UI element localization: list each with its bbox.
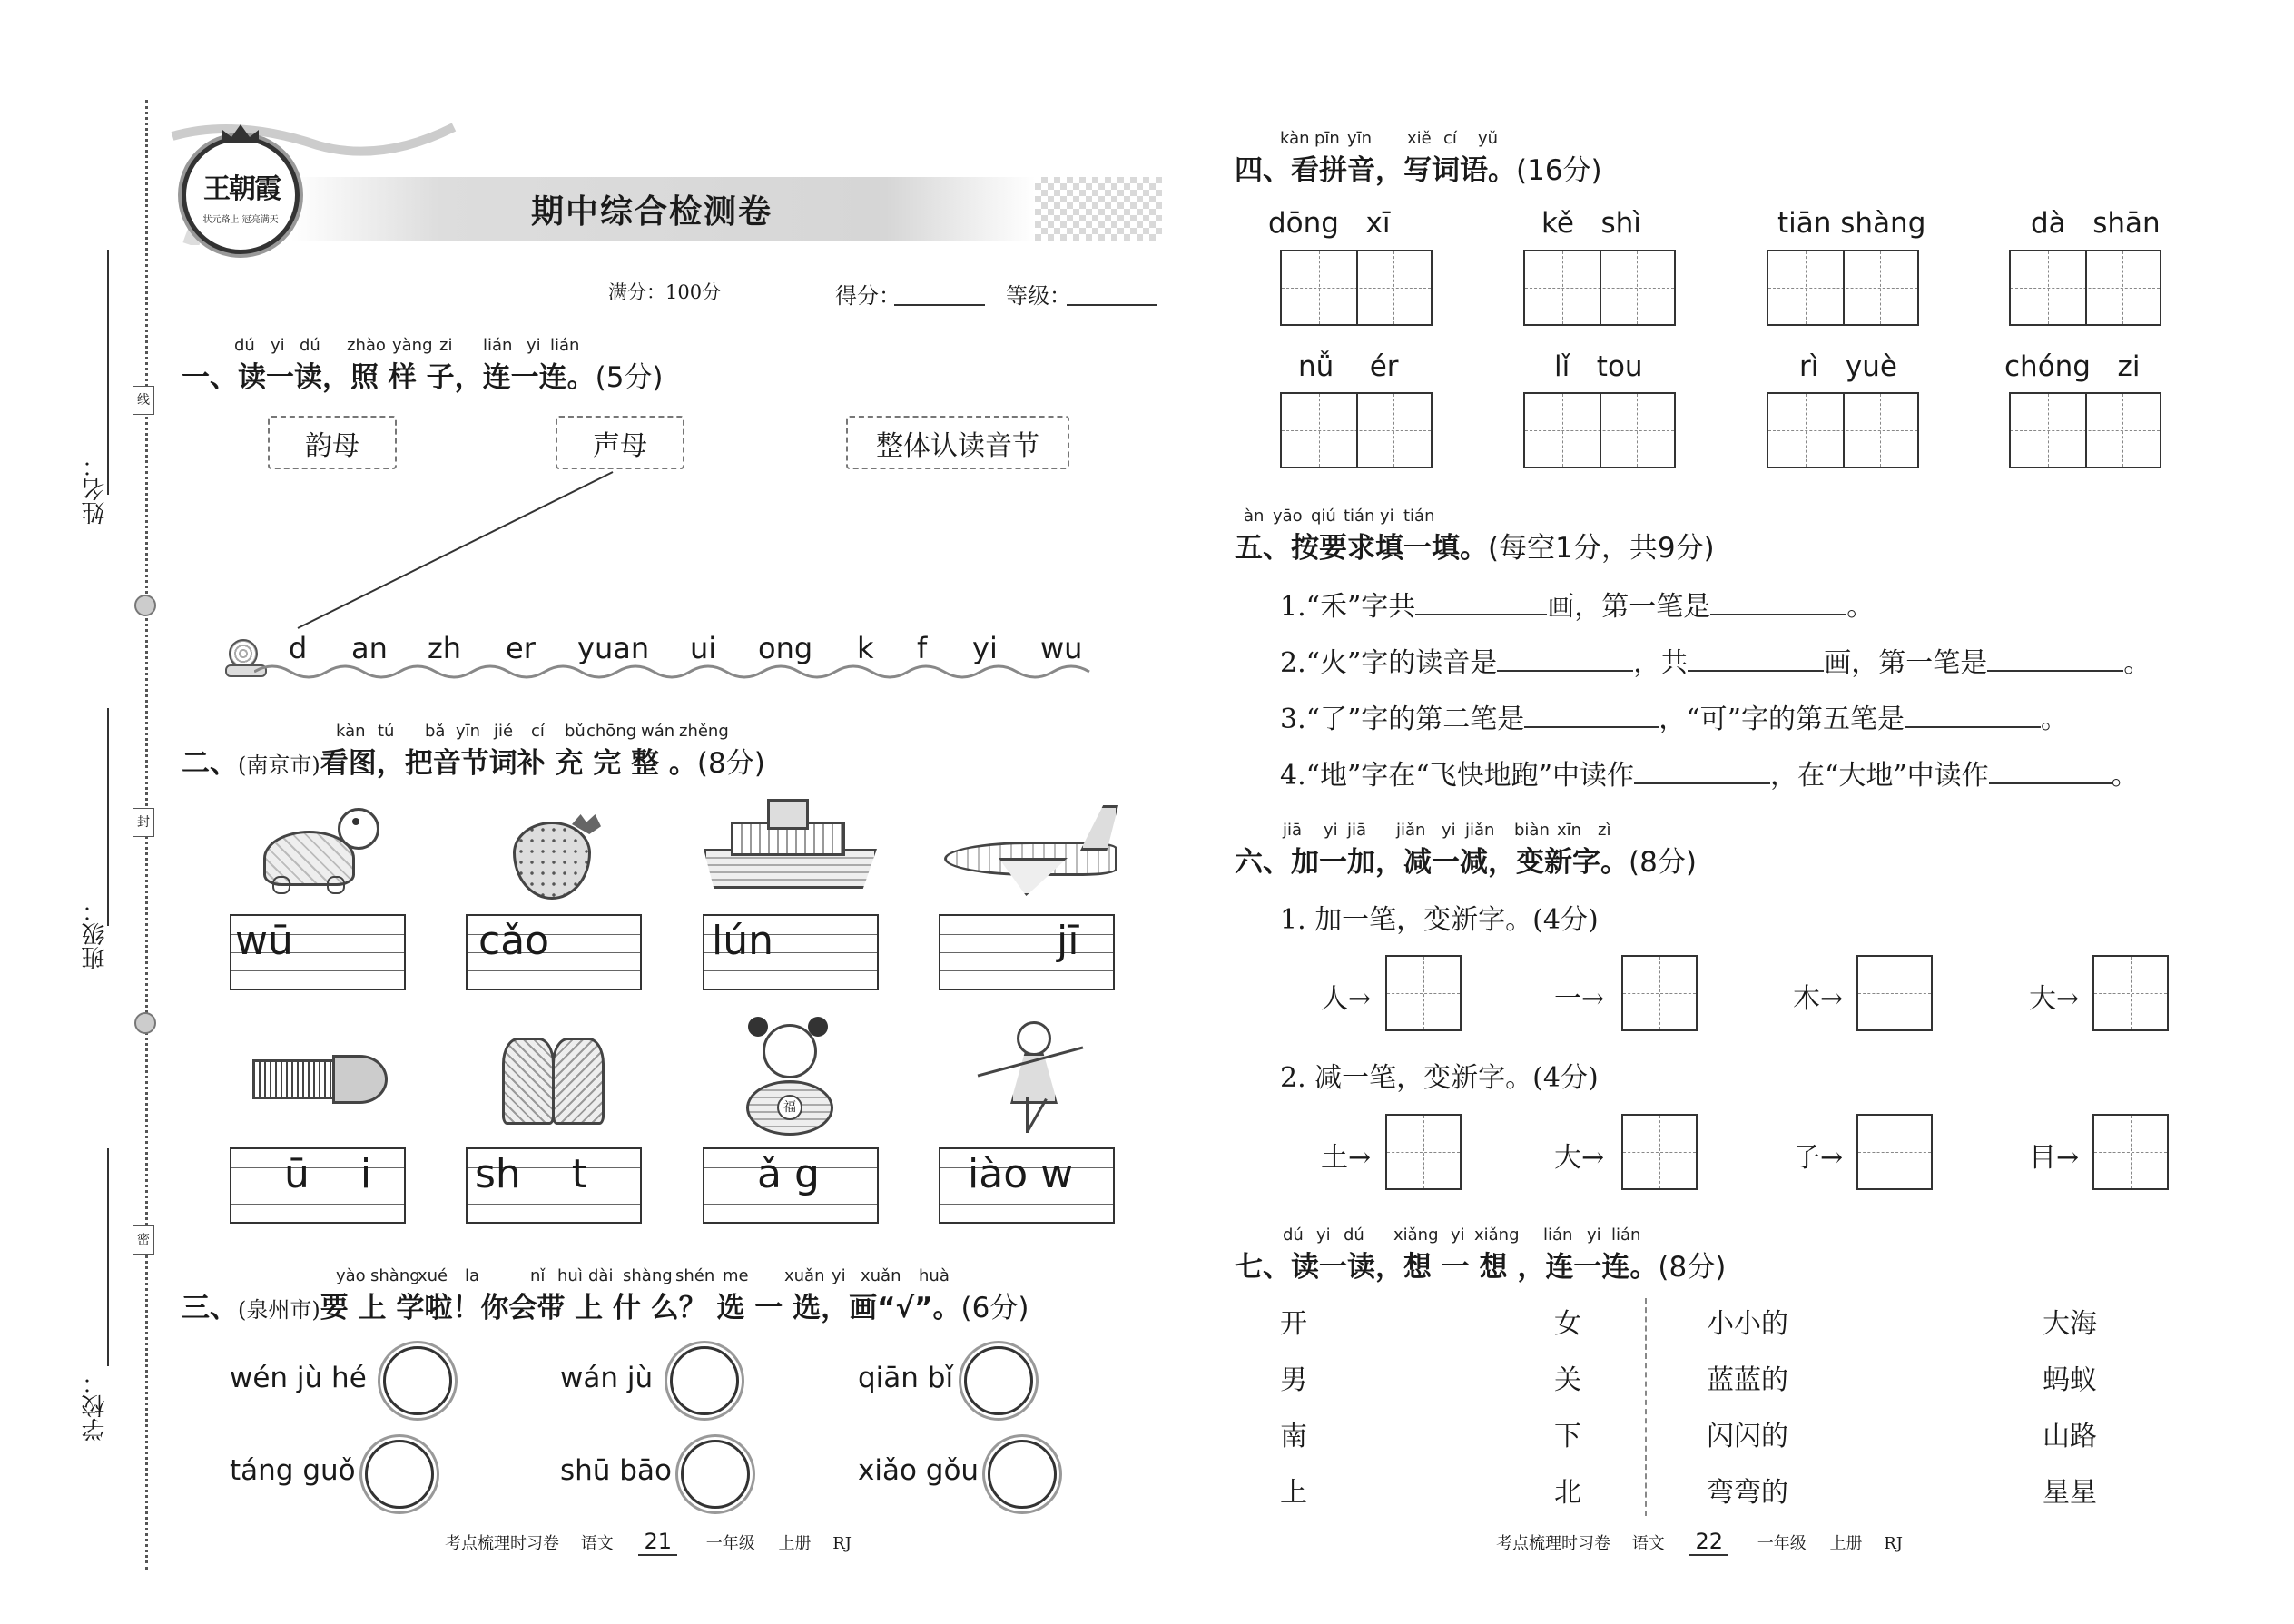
answer-blank[interactable] [1688, 670, 1824, 672]
s3-region-tag: (泉州市) [238, 1297, 320, 1323]
syllable[interactable]: k [857, 631, 874, 665]
pinyin-writing-box[interactable] [939, 914, 1115, 990]
s3-points: (6分) [960, 1292, 1029, 1324]
pinyin-hint: sh t [475, 1151, 588, 1197]
syllable[interactable]: an [351, 631, 388, 665]
s5-q3: 3.“了”字的第二笔是 ，“可”字的第五笔是 。 [1280, 704, 2068, 735]
pinyin-hint: cǎo [478, 918, 550, 964]
word-pinyin: rì yuè [1799, 350, 1897, 383]
class-label: 班级： [82, 899, 109, 969]
seal-seal-mark: 封 [133, 808, 154, 837]
match-col3-item[interactable]: 蓝蓝的 [1707, 1364, 1788, 1396]
char-grid-2[interactable] [1767, 392, 1919, 468]
match-col3-item[interactable]: 弯弯的 [1707, 1477, 1788, 1509]
checker-decoration [1035, 177, 1162, 241]
s3-heading [182, 1284, 1029, 1325]
add-char: 木→ [1793, 983, 1844, 1015]
match-col4-item[interactable]: 山路 [2043, 1421, 2097, 1452]
footer-subject: 语文 [1631, 1534, 1665, 1553]
pinyin-hint: ǎ g [757, 1151, 820, 1197]
syllable[interactable]: yi [972, 631, 998, 665]
footer-grade: 一年级 [1757, 1534, 1807, 1553]
sub-char: 目→ [2029, 1142, 2080, 1174]
girl-icon: 福 [735, 1017, 840, 1135]
match-col1-item[interactable]: 开 [1280, 1308, 1307, 1340]
s1-heading [182, 354, 664, 395]
comb-icon [252, 1055, 384, 1100]
s7-points: (8分) [1658, 1251, 1727, 1284]
gloves-icon [497, 1029, 606, 1124]
name-label: 姓名： [82, 454, 109, 525]
binding-ring-icon [134, 1012, 156, 1034]
char-grid[interactable] [1856, 955, 1933, 1031]
char-grid-2[interactable] [1523, 250, 1676, 326]
char-grid[interactable] [1385, 1114, 1462, 1190]
match-col1-item[interactable]: 男 [1280, 1364, 1307, 1396]
word-pinyin: kě shì [1541, 207, 1641, 240]
footer-edition: RJ [1884, 1534, 1903, 1553]
choice-circle[interactable] [988, 1440, 1057, 1509]
syllable[interactable]: ui [690, 631, 717, 665]
s1-points: (5分) [595, 361, 664, 394]
s4-heading [1235, 147, 1602, 188]
s2-points: (8分) [696, 747, 765, 780]
footer-volume: 上册 [778, 1534, 812, 1553]
option-label: xiǎo gǒu [858, 1454, 980, 1487]
char-grid-2[interactable] [2009, 250, 2161, 326]
s7-title: 七、读一读，想 一 想 ，连一连。 [1235, 1251, 1659, 1284]
s2-heading [182, 740, 765, 781]
option-label: qiān bǐ [858, 1362, 954, 1394]
s2-region-tag: (南京市) [238, 753, 320, 778]
match-col1-item[interactable]: 南 [1280, 1421, 1307, 1452]
s2-title: 看图，把音节词补 充 完 整 。 [320, 747, 697, 780]
char-grid-2[interactable] [1280, 392, 1433, 468]
pinyin-hint: wū [235, 918, 293, 964]
char-grid[interactable] [2092, 955, 2169, 1031]
pinyin-hint: lún [712, 918, 773, 964]
footer-right [1496, 1529, 1903, 1554]
s5-q4: 4.“地”字在“飞快地跑”中读作 ，在“大地”中读作 。 [1280, 760, 2139, 792]
char-grid-2[interactable] [1523, 392, 1676, 468]
char-grid-2[interactable] [1280, 250, 1433, 326]
s6-title: 六、加一加，减一减，变新字。 [1235, 846, 1629, 879]
word-pinyin: dōng xī [1268, 207, 1391, 240]
s4-points: (16分) [1516, 154, 1602, 187]
footer-series: 考点梳理时习卷 [445, 1534, 559, 1553]
page-number: 22 [1689, 1529, 1728, 1556]
option-label: wán jù [560, 1362, 654, 1394]
choice-circle[interactable] [365, 1440, 434, 1509]
pinyin-hint: iào w [968, 1151, 1074, 1197]
option-label: táng guǒ [230, 1454, 356, 1487]
ship-icon [704, 799, 876, 890]
pinyin-writing-box[interactable] [230, 914, 406, 990]
s6-heading [1235, 839, 1697, 880]
char-grid[interactable] [1621, 1114, 1698, 1190]
s1-title: 一、读一读，照 样 子，连一连。 [182, 361, 596, 394]
pinyin-writing-box[interactable] [230, 1147, 406, 1224]
footer-series: 考点梳理时习卷 [1496, 1534, 1610, 1553]
add-char: 一→ [1554, 983, 1605, 1015]
syllable[interactable]: er [506, 631, 536, 665]
footer-grade: 一年级 [705, 1534, 755, 1553]
margin-rule-class [107, 708, 109, 926]
match-col4-item[interactable]: 星星 [2043, 1477, 2097, 1509]
s5-q2: 2.“火”字的读音是 ，共 画，第一笔是 。 [1280, 647, 2151, 679]
brand-logo [182, 136, 300, 254]
s6-points: (8分) [1629, 846, 1697, 879]
brand-slogan: 状元路上 冠亮满天 [202, 215, 279, 225]
choice-circle[interactable] [670, 1346, 739, 1415]
match-col3-item[interactable]: 闪闪的 [1707, 1421, 1788, 1452]
footer-left [445, 1529, 852, 1554]
match-col4-item[interactable]: 蚂蚁 [2043, 1364, 2097, 1396]
match-col2-item[interactable]: 关 [1554, 1364, 1581, 1396]
char-grid-2[interactable] [1767, 250, 1919, 326]
add-char: 人→ [1321, 983, 1372, 1015]
pinyin-hint: ū i [284, 1151, 372, 1197]
char-grid-2[interactable] [2009, 392, 2161, 468]
option-label: wén jù hé [230, 1362, 367, 1394]
school-label: 学校： [82, 1371, 109, 1442]
s7-heading [1235, 1244, 1726, 1284]
s6-sub1: 1. 加一笔，变新字。(4分) [1280, 904, 1599, 936]
s5-heading [1235, 525, 1715, 566]
airplane-icon [944, 803, 1117, 894]
char-grid[interactable] [1856, 1114, 1933, 1190]
margin-rule-school [107, 1148, 109, 1366]
answer-blank[interactable] [1634, 782, 1770, 784]
pinyin-writing-box[interactable] [703, 914, 879, 990]
pinyin-writing-box[interactable] [939, 1147, 1115, 1224]
s3-title: 要 上 学啦！你会带 上 什 么？ 选 一 选，画“√”。 [320, 1292, 961, 1324]
pinyin-writing-box[interactable] [466, 1147, 642, 1224]
pinyin-writing-box[interactable] [703, 1147, 879, 1224]
word-pinyin: lǐ tou [1554, 350, 1643, 383]
grade-field[interactable] [1067, 304, 1157, 306]
box-initials[interactable]: 声母 [556, 416, 684, 469]
s6-sub2: 2. 减一笔，变新字。(4分) [1280, 1062, 1599, 1094]
s5-title: 五、按要求填一填。 [1235, 532, 1488, 565]
match-col1-item[interactable]: 上 [1280, 1477, 1307, 1509]
full-score-label: 满分：100分 [608, 281, 722, 303]
match-col3-item[interactable]: 小小的 [1707, 1308, 1788, 1340]
column-divider [1645, 1298, 1647, 1516]
char-grid[interactable] [1621, 955, 1698, 1031]
dancer-icon [976, 1017, 1085, 1135]
syllable[interactable]: yuan [577, 631, 650, 665]
answer-blank[interactable] [1524, 726, 1659, 728]
sub-char: 子→ [1793, 1142, 1844, 1174]
sub-char: 大→ [1554, 1142, 1605, 1174]
char-grid[interactable] [2092, 1114, 2169, 1190]
word-pinyin: dà shān [2031, 207, 2161, 240]
answer-blank[interactable] [1905, 726, 2041, 728]
box-whole-syllables[interactable]: 整体认读音节 [846, 416, 1069, 469]
add-char: 大→ [2029, 983, 2080, 1015]
s5-points: (每空1分，共9分) [1488, 532, 1715, 565]
turtle-icon [254, 803, 381, 894]
s5-q1: 1.“禾”字共 画，第一笔是 。 [1280, 591, 1875, 623]
match-col2-item[interactable]: 下 [1554, 1421, 1581, 1452]
match-col4-item[interactable]: 大海 [2043, 1308, 2097, 1340]
box-finals[interactable]: 韵母 [268, 416, 397, 469]
syllable[interactable]: ong [758, 631, 813, 665]
s4-title: 四、看拼音，写词语。 [1235, 154, 1516, 187]
brand-name: 王朝霞 [203, 173, 280, 205]
strawberry-icon [508, 812, 604, 894]
answer-blank[interactable] [1497, 670, 1633, 672]
page-number: 21 [638, 1529, 677, 1556]
s2-number: 二、 [182, 747, 238, 780]
sub-char: 土→ [1321, 1142, 1372, 1174]
footer-edition: RJ [832, 1534, 852, 1553]
answer-blank[interactable] [1710, 614, 1846, 615]
answer-blank[interactable] [1987, 670, 2123, 672]
binding-ring-icon [134, 595, 156, 616]
choice-circle[interactable] [681, 1440, 750, 1509]
footer-volume: 上册 [1829, 1534, 1863, 1553]
score-label: 得分： [835, 283, 901, 309]
pinyin-writing-box[interactable] [466, 914, 642, 990]
grade-label: 等级： [1006, 283, 1071, 309]
s3-number: 三、 [182, 1292, 238, 1324]
match-col2-item[interactable]: 女 [1554, 1308, 1581, 1340]
match-col2-item[interactable]: 北 [1554, 1477, 1581, 1509]
seal-dense-mark: 密 [133, 1225, 154, 1255]
seal-line-mark: 线 [133, 386, 154, 415]
answer-blank[interactable] [1989, 782, 2112, 784]
footer-subject: 语文 [580, 1534, 614, 1553]
option-label: shū bāo [560, 1454, 672, 1487]
answer-blank[interactable] [1415, 614, 1547, 615]
syllable[interactable]: wu [1040, 631, 1083, 665]
syllable[interactable]: zh [428, 631, 462, 665]
choice-circle[interactable] [964, 1346, 1033, 1415]
syllable[interactable]: f [917, 631, 928, 665]
char-grid[interactable] [1385, 955, 1462, 1031]
pinyin-hint: jī [1057, 918, 1079, 964]
syllable[interactable]: d [289, 631, 308, 665]
word-pinyin: nǚ ér [1298, 350, 1399, 383]
word-pinyin: tiān shàng [1777, 207, 1926, 240]
choice-circle[interactable] [383, 1346, 452, 1415]
page-title: 期中综合检测卷 [531, 193, 773, 231]
score-field[interactable] [894, 304, 985, 306]
word-pinyin: chóng zi [2004, 350, 2141, 383]
